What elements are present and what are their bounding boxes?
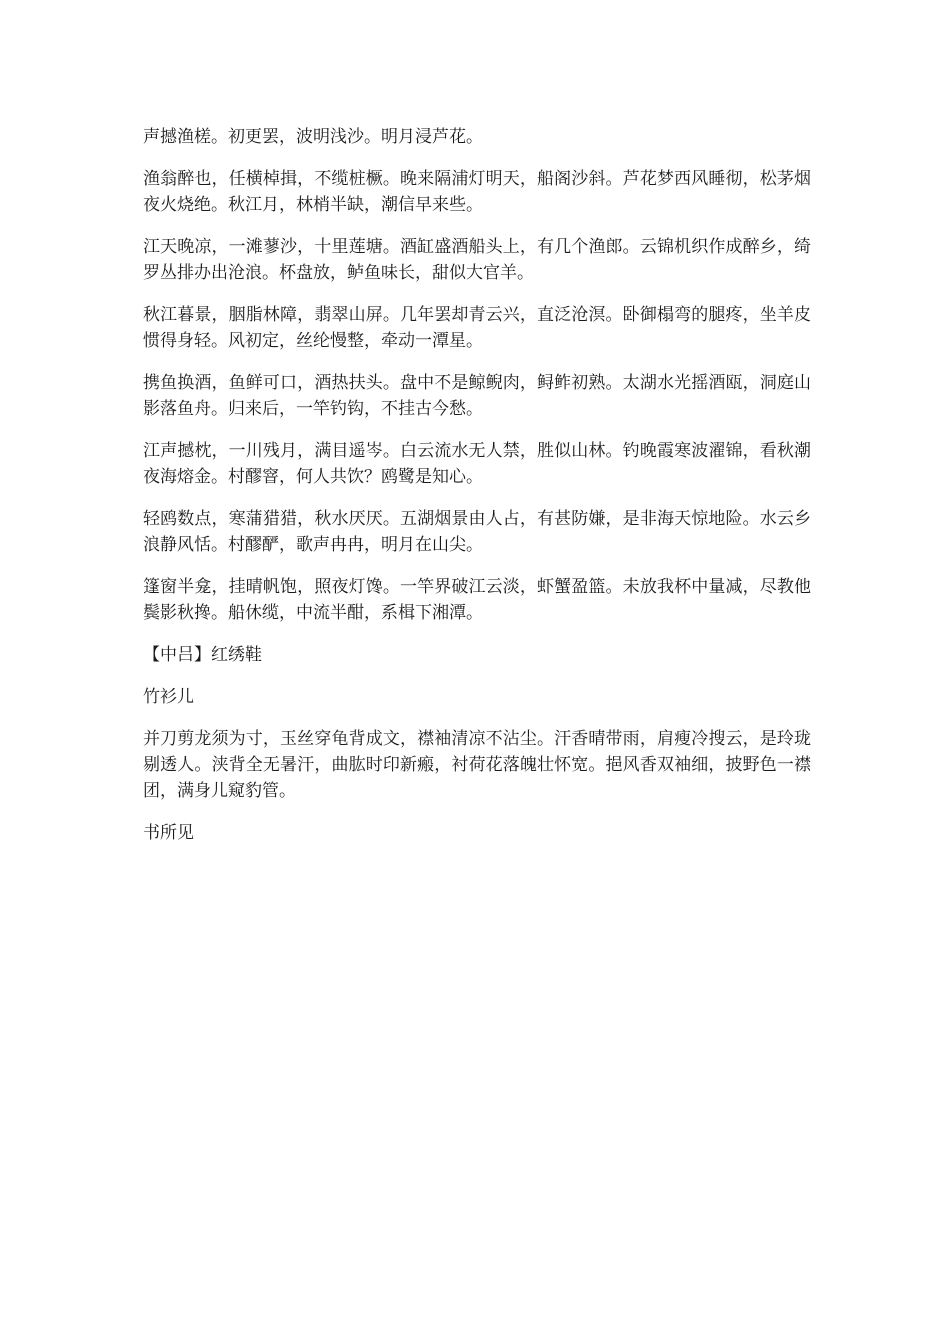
verse-paragraph-5: 携鱼换酒，鱼鲜可口，酒热扶头。盘中不是鲸鲵肉，鲟鲊初熟。太湖水光摇酒瓯，洞庭山影落鱼舟。归来后，一竿钓钩，不挂古今愁。 bbox=[143, 373, 811, 419]
document-body bbox=[143, 124, 811, 862]
section-title: 【中吕】红绣鞋 bbox=[143, 645, 262, 665]
verse-paragraph-9: 并刀剪龙须为寸，玉丝穿龟背成文，襟袖清凉不沾尘。汗香晴带雨，肩瘦冷搜云，是玲珑剔透人。浃背全无暑汗，曲肱时印新瘢，衬荷花落魄壮怀宽。挹风香双袖细，披野色一襟团，满身儿窥豹管。 bbox=[143, 729, 811, 801]
verse-paragraph-1: 声撼渔槎。初更罢，波明浅沙。明月浸芦花。 bbox=[143, 127, 483, 147]
subtitle-what-i-saw: 书所见 bbox=[143, 823, 194, 843]
verse-paragraph-3: 江天晚凉，一滩蓼沙，十里莲塘。酒缸盛酒船头上，有几个渔郎。云锦机织作成醉乡，绮罗丛排办出沧浪。杯盘放，鲈鱼味长，甜似大官羊。 bbox=[143, 237, 811, 283]
verse-paragraph-4: 秋江暮景，胭脂林障，翡翠山屏。几年罢却青云兴，直泛沧溟。卧御榻弯的腿疼，坐羊皮惯得身轻。风初定，丝纶慢整，牵动一潭星。 bbox=[143, 305, 811, 351]
verse-paragraph-6: 江声撼枕，一川残月，满目遥岑。白云流水无人禁，胜似山林。钓晚霞寒波濯锦，看秋潮夜海熔金。村醪窨，何人共饮？鸥鹭是知心。 bbox=[143, 441, 811, 487]
verse-paragraph-7: 轻鸥数点，寒蒲猎猎，秋水厌厌。五湖烟景由人占，有甚防嫌，是非海天惊地险。水云乡浪静风恬。村醪酽，歌声冉冉，明月在山尖。 bbox=[143, 509, 811, 555]
verse-paragraph-2: 渔翁醉也，任横棹揖，不缆桩橛。晚来隔浦灯明天，船阁沙斜。芦花梦西风睡彻，松茅烟夜火烧绝。秋江月，林梢半缺，潮信早来些。 bbox=[143, 169, 811, 215]
subtitle-bamboo-shirt: 竹衫儿 bbox=[143, 687, 194, 707]
verse-paragraph-8: 篷窗半龛，挂晴帆饱，照夜灯馋。一竿界破江云淡，虾蟹盈篮。未放我杯中量减，尽教他鬓影秋搀。船休缆，中流半酣，系楫下湘潭。 bbox=[143, 577, 811, 623]
